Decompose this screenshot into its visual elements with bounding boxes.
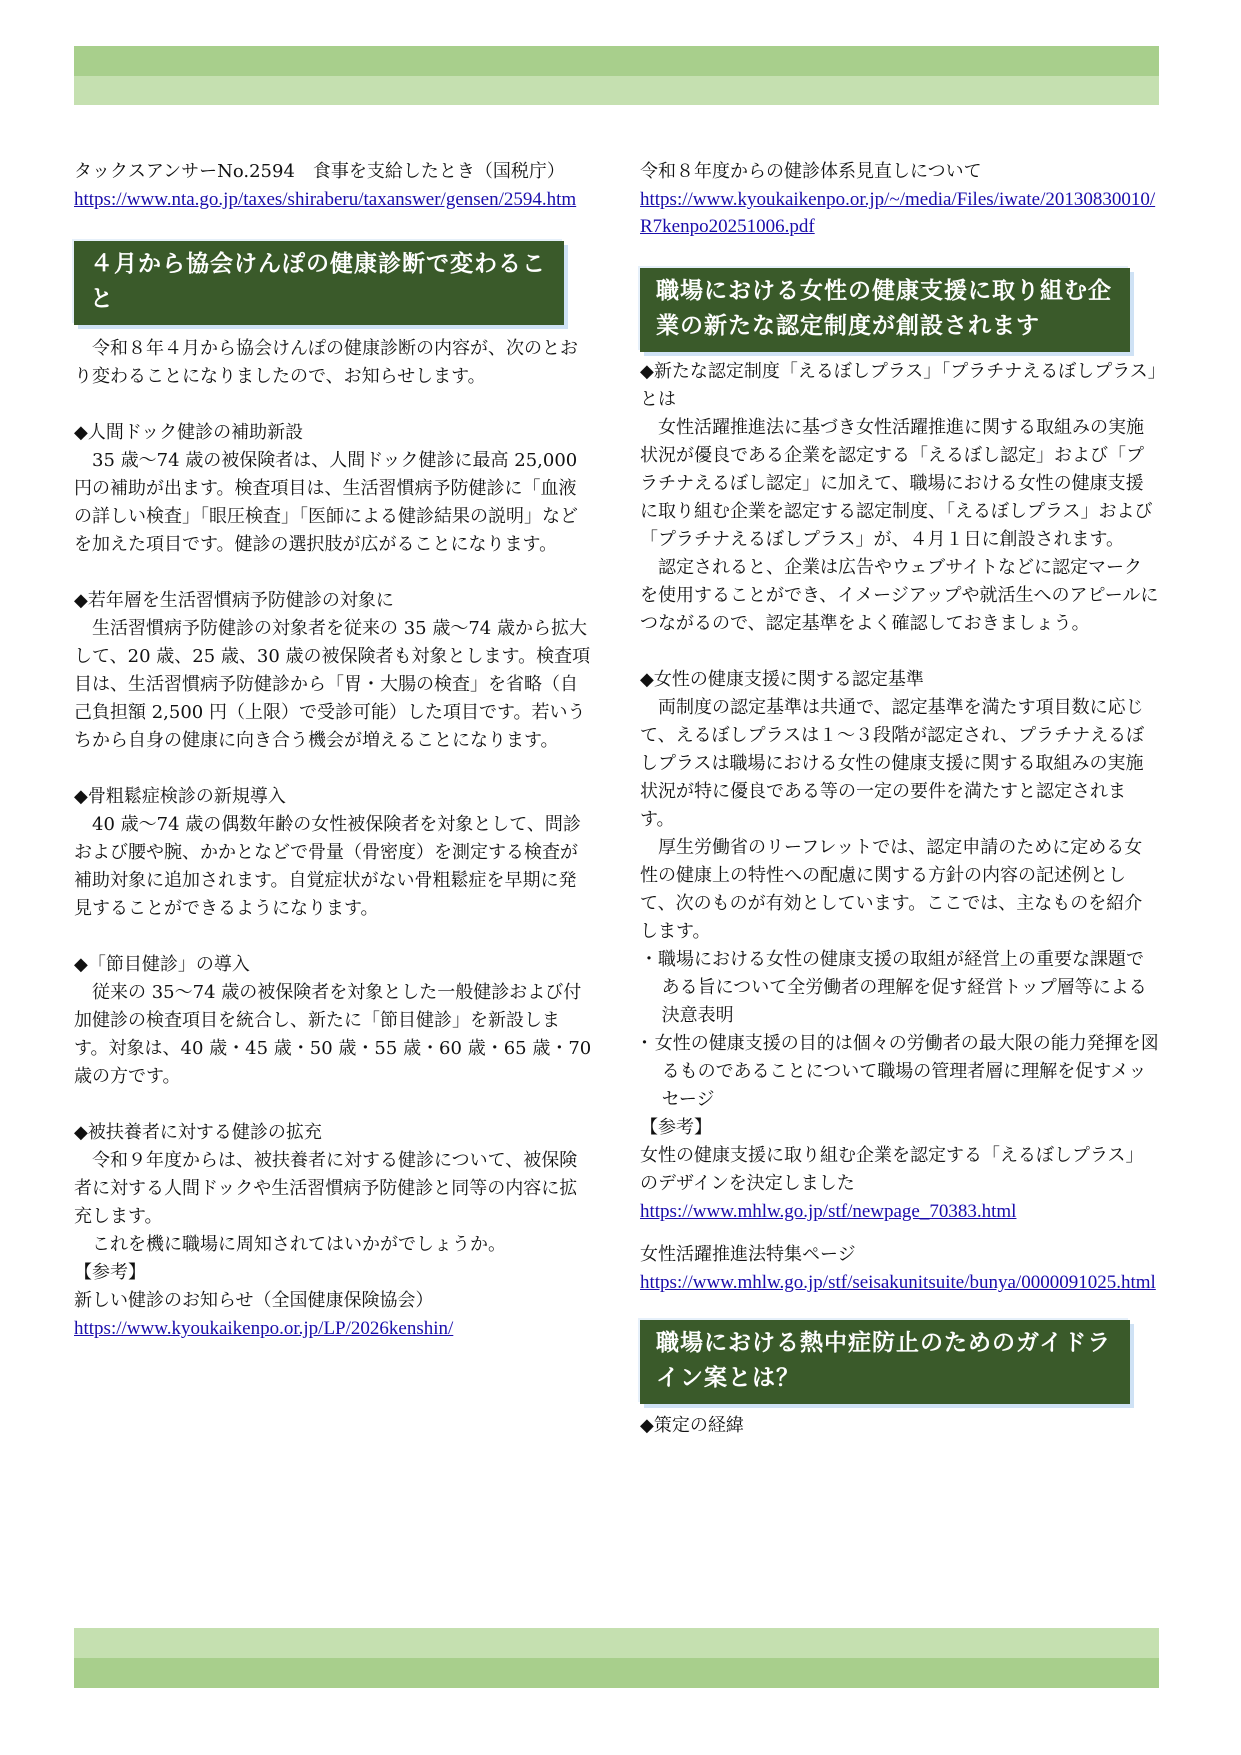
- paragraph: 認定されると、企業は広告やウェブサイトなどに認定マークを使用することができ、イメージアップや就活生へのアピールにつながるので、認定基準をよく確認しておきましょう。: [640, 557, 1159, 634]
- item-heading: ◆「節目健診」の導入: [74, 954, 250, 975]
- item-body: 従来の 35～74 歳の被保険者を対象とした一般健診および付加健診の検査項目を統合し、新たに「節目健診」を新設します。対象は、40 歳・45 歳・50 歳・55 歳・60 歳・65 歳・70 歳の方です。: [74, 982, 592, 1087]
- top-ref-link[interactable]: https://www.nta.go.jp/taxes/shiraberu/taxanswer/gensen/2594.htm: [74, 189, 577, 210]
- reference-label: 【参考】: [640, 1117, 712, 1138]
- reference-link[interactable]: https://www.kyoukaikenpo.or.jp/LP/2026kenshin/: [74, 1318, 454, 1339]
- section-women-health-header: [640, 268, 1130, 352]
- item-body: 35 歳～74 歳の被保険者は、人間ドック健診に最高 25,000 円の補助が出ます。検査項目は、生活習慣病予防健診に「血液の詳しい検査」「眼圧検査」「医師による健診結果の説明」などを加えた項目です。健診の選択肢が広がることになります。: [74, 450, 578, 555]
- bullet-item: ･ 女性の健康支援の目的は個々の労働者の最大限の能力発揮を図るものであることについて職場の管理者層に理解を促すメッセージ: [640, 1033, 1159, 1110]
- left-column: [74, 158, 594, 1342]
- item-heading: ◆若年層を生活習慣病予防健診の対象に: [74, 590, 394, 611]
- top-band-light: [74, 76, 1159, 105]
- top-band-dark: [74, 46, 1159, 76]
- intro-paragraph: 令和８年４月から協会けんぽの健康診断の内容が、次のとおり変わることになりましたので、お知らせします。: [74, 338, 578, 387]
- top-ref-title: 令和８年度からの健診体系見直しについて: [640, 161, 982, 182]
- section-kenshin-header: [74, 241, 564, 325]
- closing-paragraph: これを機に職場に周知されてはいかがでしょうか。: [92, 1234, 506, 1255]
- subheading: ◆女性の健康支援に関する認定基準: [640, 669, 924, 690]
- item-body: 生活習慣病予防健診の対象者を従来の 35 歳～74 歳から拡大して、20 歳、25 歳、30 歳の被保険者も対象とします。検査項目は、生活習慣病予防健診から「胃・大腸の検査」を省略（自己負担額 2,500 円（上限）で受診可能）した項目です。若いうちから自身の健康に向き合う機会が増えることになります。: [74, 618, 591, 751]
- paragraph: 両制度の認定基準は共通で、認定基準を満たす項目数に応じて、えるぼしプラスは１～３段階が認定され、プラチナえるぼしプラスは職場における女性の健康支援に関する取組みの実施状況が特に優良である等の一定の要件を満たすと認定されます。: [640, 697, 1145, 830]
- bullet-item: ・職場における女性の健康支援の取組が経営上の重要な課題である旨について全労働者の理解を促す経営トップ層等による決意表明: [640, 949, 1147, 1026]
- item-body: 40 歳～74 歳の偶数年齢の女性被保険者を対象として、問診および腰や腕、かかとなどで骨量（骨密度）を測定する検査が補助対象に追加されます。自覚症状がない骨粗鬆症を早期に発見することができるようになります。: [74, 814, 581, 919]
- section-kenshin-title: ４月から協会けんぽの健康診断で変わること: [74, 241, 564, 325]
- reference-link[interactable]: https://www.mhlw.go.jp/stf/newpage_70383.html: [640, 1201, 1017, 1222]
- reference-title: 新しい健診のお知らせ（全国健康保険協会）: [74, 1290, 434, 1311]
- top-ref-link[interactable]: https://www.kyoukaikenpo.or.jp/~/media/Files/iwate/20130830010/R7kenpo20251006.pdf: [640, 189, 1156, 237]
- item-heading: ◆骨粗鬆症検診の新規導入: [74, 786, 286, 807]
- section-women-health-title: 職場における女性の健康支援に取り組む企業の新たな認定制度が創設されます: [640, 268, 1130, 352]
- subheading: ◆策定の経緯: [640, 1415, 744, 1436]
- item-heading: ◆被扶養者に対する健診の拡充: [74, 1122, 322, 1143]
- reference-label: 【参考】: [74, 1262, 146, 1283]
- item-heading: ◆人間ドック健診の補助新設: [74, 422, 304, 443]
- section-heatstroke-title: 職場における熱中症防止のためのガイドライン案とは？: [640, 1320, 1130, 1404]
- section-heatstroke-header: [640, 1320, 1130, 1404]
- reference-link[interactable]: https://www.mhlw.go.jp/stf/seisakunitsuite/bunya/0000091025.html: [640, 1272, 1156, 1293]
- subheading: ◆新たな認定制度「えるぼしプラス」「プラチナえるぼしプラス」とは: [640, 361, 1157, 410]
- top-ref-title: タックスアンサーNo.2594 食事を支給したとき（国税庁）: [74, 161, 565, 182]
- paragraph: 厚生労働省のリーフレットでは、認定申請のために定める女性の健康上の特性への配慮に関する方針の内容の記述例として、次のものが有効としています。ここでは、主なものを紹介します。: [640, 837, 1143, 942]
- reference-title: 女性の健康支援に取り組む企業を認定する「えるぼしプラス」のデザインを決定しました: [640, 1145, 1144, 1194]
- bottom-band-dark: [74, 1658, 1159, 1688]
- bottom-band-light: [74, 1628, 1159, 1658]
- right-column: [640, 158, 1160, 1440]
- paragraph: 女性活躍推進法に基づき女性活躍推進に関する取組みの実施状況が優良である企業を認定する「えるぼし認定」および「プラチナえるぼし認定」に加えて、職場における女性の健康支援に取り組む企業を認定する認定制度、「えるぼしプラス」および「プラチナえるぼしプラス」が、４月１日に創設されます。: [640, 417, 1153, 550]
- reference-title: 女性活躍推進法特集ページ: [640, 1244, 856, 1265]
- item-body: 令和９年度からは、被扶養者に対する健診について、被保険者に対する人間ドックや生活習慣病予防健診と同等の内容に拡充します。: [74, 1150, 578, 1227]
